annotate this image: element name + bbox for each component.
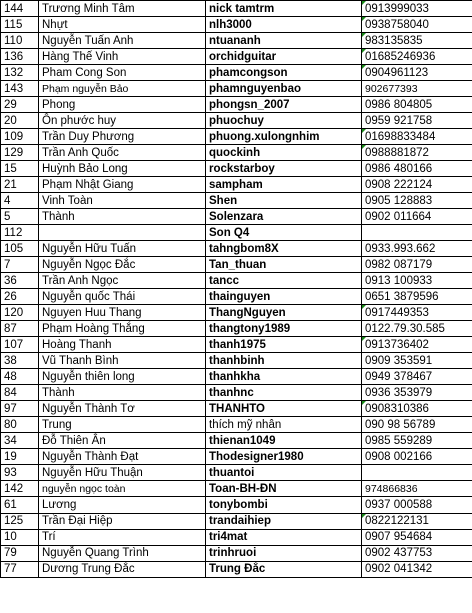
phone-cell[interactable]: 0959 921758 <box>362 113 472 129</box>
name-cell[interactable]: Huỳnh Bảo Long <box>39 161 206 177</box>
id-cell[interactable]: 93 <box>1 465 39 481</box>
phone-cell[interactable]: 0986 804805 <box>362 97 472 113</box>
phone-cell[interactable]: 0902 437753 <box>362 545 472 561</box>
id-cell[interactable]: 129 <box>1 145 39 161</box>
table-row <box>1 433 472 449</box>
nickname-cell[interactable]: THANHTO <box>206 401 362 417</box>
id-cell[interactable]: 10 <box>1 529 39 545</box>
name-cell[interactable]: Đỗ Thiên Ân <box>39 433 206 449</box>
id-cell[interactable]: 136 <box>1 49 39 65</box>
phone-cell[interactable]: 0908 002166 <box>362 449 472 465</box>
table-row <box>1 209 472 225</box>
name-cell[interactable]: Phạm Hoàng Thắng <box>39 321 206 337</box>
name-cell[interactable]: Phạm nguyễn Bảo <box>39 81 206 97</box>
id-cell[interactable]: 107 <box>1 337 39 353</box>
phone-cell[interactable]: 0822122131 <box>362 513 472 529</box>
id-cell[interactable]: 36 <box>1 273 39 289</box>
nickname-cell[interactable]: phamnguyenbao <box>206 81 362 97</box>
nickname-cell[interactable]: phongsn_2007 <box>206 97 362 113</box>
nickname-cell[interactable]: Son Q4 <box>206 225 362 241</box>
name-cell[interactable]: Pham Cong Son <box>39 65 206 81</box>
table-row <box>1 561 472 577</box>
id-cell[interactable]: 144 <box>1 1 39 17</box>
table-row <box>1 529 472 545</box>
name-cell[interactable]: Nguyễn Ngọc Đắc <box>39 257 206 273</box>
table-row <box>1 129 472 145</box>
table-row <box>1 465 472 481</box>
name-cell[interactable]: Vinh Toàn <box>39 193 206 209</box>
table-row <box>1 481 472 497</box>
phone-cell[interactable]: 0651 3879596 <box>362 289 472 305</box>
id-cell[interactable]: 29 <box>1 97 39 113</box>
nickname-cell[interactable]: thanhkha <box>206 369 362 385</box>
nickname-cell[interactable]: Solenzara <box>206 209 362 225</box>
nickname-cell[interactable]: Toan-BH-ĐN <box>206 481 362 497</box>
nickname-cell[interactable]: ThangNguyen <box>206 305 362 321</box>
phone-cell[interactable]: 0949 378467 <box>362 369 472 385</box>
nickname-cell[interactable]: rockstarboy <box>206 161 362 177</box>
phone-cell[interactable]: 0907 954684 <box>362 529 472 545</box>
id-cell[interactable]: 120 <box>1 305 39 321</box>
table-row <box>1 33 472 49</box>
table-row <box>1 145 472 161</box>
id-cell[interactable]: 132 <box>1 65 39 81</box>
phone-cell[interactable]: 983135835 <box>362 33 472 49</box>
name-cell[interactable]: Dương Trung Đắc <box>39 561 206 577</box>
phone-cell[interactable]: 0917449353 <box>362 305 472 321</box>
phone-cell[interactable]: 0936 353979 <box>362 385 472 401</box>
name-cell[interactable]: Trần Anh Quốc <box>39 145 206 161</box>
phone-cell[interactable]: 0985 559289 <box>362 433 472 449</box>
name-cell[interactable]: Trần Duy Phương <box>39 129 206 145</box>
table-row <box>1 305 472 321</box>
name-cell[interactable] <box>39 225 206 241</box>
phone-cell[interactable]: 01698833484 <box>362 129 472 145</box>
nickname-cell[interactable]: tahngbom8X <box>206 241 362 257</box>
table-row <box>1 401 472 417</box>
phone-cell[interactable]: 01685246936 <box>362 49 472 65</box>
phone-cell[interactable]: 0913 100933 <box>362 273 472 289</box>
name-cell[interactable]: nguyễn ngọc toàn <box>39 481 206 497</box>
table-row <box>1 385 472 401</box>
nickname-cell[interactable]: Thodesigner1980 <box>206 449 362 465</box>
phone-cell[interactable]: 0938758040 <box>362 17 472 33</box>
table-row <box>1 65 472 81</box>
name-cell[interactable]: Nhựt <box>39 17 206 33</box>
name-cell[interactable]: Trương Minh Tâm <box>39 1 206 17</box>
id-cell[interactable]: 84 <box>1 385 39 401</box>
id-cell[interactable]: 5 <box>1 209 39 225</box>
name-cell[interactable]: Nguyen Huu Thang <box>39 305 206 321</box>
phone-cell[interactable]: 0913736402 <box>362 337 472 353</box>
name-cell[interactable]: Hàng Thế Vinh <box>39 49 206 65</box>
table-row <box>1 289 472 305</box>
nickname-cell[interactable]: tri4mat <box>206 529 362 545</box>
nickname-cell[interactable]: orchidguitar <box>206 49 362 65</box>
id-cell[interactable]: 26 <box>1 289 39 305</box>
table-row <box>1 1 472 17</box>
name-cell[interactable]: Nguyễn thiên long <box>39 369 206 385</box>
phone-cell[interactable]: 0902 041342 <box>362 561 472 577</box>
name-cell[interactable]: Nguyễn quốc Thái <box>39 289 206 305</box>
nickname-cell[interactable]: thanhnc <box>206 385 362 401</box>
table-row <box>1 193 472 209</box>
phone-cell[interactable]: 0909 353591 <box>362 353 472 369</box>
nickname-cell[interactable]: quockinh <box>206 145 362 161</box>
sheet-body <box>1 1 472 578</box>
name-cell[interactable]: Thành <box>39 385 206 401</box>
table-row <box>1 353 472 369</box>
nickname-cell[interactable]: trinhruoi <box>206 545 362 561</box>
name-cell[interactable]: Trần Anh Ngọc <box>39 273 206 289</box>
table-row <box>1 417 472 433</box>
phone-cell[interactable]: 0988881872 <box>362 145 472 161</box>
nickname-cell[interactable]: Tan_thuan <box>206 257 362 273</box>
phone-cell[interactable]: 974866836 <box>362 481 472 497</box>
id-cell[interactable]: 38 <box>1 353 39 369</box>
table-row <box>1 113 472 129</box>
nickname-cell[interactable]: nick tamtrm <box>206 1 362 17</box>
nickname-cell[interactable]: thích mỹ nhân <box>206 417 362 433</box>
name-cell[interactable]: Trần Đại Hiệp <box>39 513 206 529</box>
id-cell[interactable]: 80 <box>1 417 39 433</box>
id-cell[interactable]: 61 <box>1 497 39 513</box>
nickname-cell[interactable]: trandaihiep <box>206 513 362 529</box>
phone-cell[interactable]: 0933.993.662 <box>362 241 472 257</box>
name-cell[interactable]: Nguyễn Tuấn Anh <box>39 33 206 49</box>
table-row <box>1 257 472 273</box>
table-row <box>1 273 472 289</box>
nickname-cell[interactable]: Trung Đắc <box>206 561 362 577</box>
table-row <box>1 369 472 385</box>
id-cell[interactable]: 110 <box>1 33 39 49</box>
id-cell[interactable]: 105 <box>1 241 39 257</box>
table-row <box>1 49 472 65</box>
table-row <box>1 545 472 561</box>
name-cell[interactable]: Lương <box>39 497 206 513</box>
table-row <box>1 241 472 257</box>
nickname-cell[interactable]: thanh1975 <box>206 337 362 353</box>
name-cell[interactable]: Trung <box>39 417 206 433</box>
table-row <box>1 497 472 513</box>
id-cell[interactable]: 142 <box>1 481 39 497</box>
id-cell[interactable]: 79 <box>1 545 39 561</box>
id-cell[interactable]: 143 <box>1 81 39 97</box>
phone-cell[interactable]: 0904961123 <box>362 65 472 81</box>
id-cell[interactable]: 87 <box>1 321 39 337</box>
phone-cell[interactable] <box>362 465 472 481</box>
id-cell[interactable]: 21 <box>1 177 39 193</box>
table-row <box>1 337 472 353</box>
nickname-cell[interactable]: nlh3000 <box>206 17 362 33</box>
phone-cell[interactable]: 0982 087179 <box>362 257 472 273</box>
id-cell[interactable]: 20 <box>1 113 39 129</box>
table-row <box>1 161 472 177</box>
table-row <box>1 513 472 529</box>
table-row <box>1 97 472 113</box>
nickname-cell[interactable]: tancc <box>206 273 362 289</box>
phone-cell[interactable]: 902677393 <box>362 81 472 97</box>
id-cell[interactable]: 77 <box>1 561 39 577</box>
phone-cell[interactable] <box>362 225 472 241</box>
nickname-cell[interactable]: phuochuy <box>206 113 362 129</box>
name-cell[interactable]: Nguyễn Hữu Tuấn <box>39 241 206 257</box>
nickname-cell[interactable]: thainguyen <box>206 289 362 305</box>
nickname-cell[interactable]: sampham <box>206 177 362 193</box>
table-row <box>1 177 472 193</box>
nickname-cell[interactable]: thanhbinh <box>206 353 362 369</box>
id-cell[interactable]: 34 <box>1 433 39 449</box>
table-row <box>1 17 472 33</box>
phone-cell[interactable]: 0937 000588 <box>362 497 472 513</box>
name-cell[interactable]: Nguyễn Quang Trình <box>39 545 206 561</box>
nickname-cell[interactable]: ntuananh <box>206 33 362 49</box>
nickname-cell[interactable]: Shen <box>206 193 362 209</box>
name-cell[interactable]: Phạm Nhật Giang <box>39 177 206 193</box>
name-cell[interactable]: Hoàng Thanh <box>39 337 206 353</box>
phone-cell[interactable]: 0913999033 <box>362 1 472 17</box>
id-cell[interactable]: 15 <box>1 161 39 177</box>
name-cell[interactable]: Trí <box>39 529 206 545</box>
name-cell[interactable]: Vũ Thanh Bình <box>39 353 206 369</box>
phone-cell[interactable]: 0905 128883 <box>362 193 472 209</box>
nickname-cell[interactable]: thienan1049 <box>206 433 362 449</box>
id-cell[interactable]: 7 <box>1 257 39 273</box>
id-cell[interactable]: 115 <box>1 17 39 33</box>
phone-cell[interactable]: 0986 480166 <box>362 161 472 177</box>
nickname-cell[interactable]: phamcongson <box>206 65 362 81</box>
phone-cell[interactable]: 0902 011664 <box>362 209 472 225</box>
id-cell[interactable]: 4 <box>1 193 39 209</box>
phone-cell[interactable]: 0908 222124 <box>362 177 472 193</box>
nickname-cell[interactable]: thuantoi <box>206 465 362 481</box>
id-cell[interactable]: 97 <box>1 401 39 417</box>
name-cell[interactable]: Ôn phước huy <box>39 113 206 129</box>
name-cell[interactable]: Nguyễn Hữu Thuận <box>39 465 206 481</box>
id-cell[interactable]: 19 <box>1 449 39 465</box>
name-cell[interactable]: Phong <box>39 97 206 113</box>
id-cell[interactable]: 48 <box>1 369 39 385</box>
name-cell[interactable]: Thành <box>39 209 206 225</box>
nickname-cell[interactable]: phuong.xulongnhim <box>206 129 362 145</box>
nickname-cell[interactable]: tonybombi <box>206 497 362 513</box>
id-cell[interactable]: 112 <box>1 225 39 241</box>
table-row <box>1 321 472 337</box>
id-cell[interactable]: 125 <box>1 513 39 529</box>
table-row <box>1 449 472 465</box>
phone-cell[interactable]: 0122.79.30.585 <box>362 321 472 337</box>
name-cell[interactable]: Nguyễn Thành Tơ <box>39 401 206 417</box>
phone-cell[interactable]: 0908310386 <box>362 401 472 417</box>
id-cell[interactable]: 109 <box>1 129 39 145</box>
nickname-cell[interactable]: thangtony1989 <box>206 321 362 337</box>
phone-cell[interactable]: 090 98 56789 <box>362 417 472 433</box>
name-cell[interactable]: Nguyễn Thành Đạt <box>39 449 206 465</box>
table-row <box>1 81 472 97</box>
table-row <box>1 225 472 241</box>
